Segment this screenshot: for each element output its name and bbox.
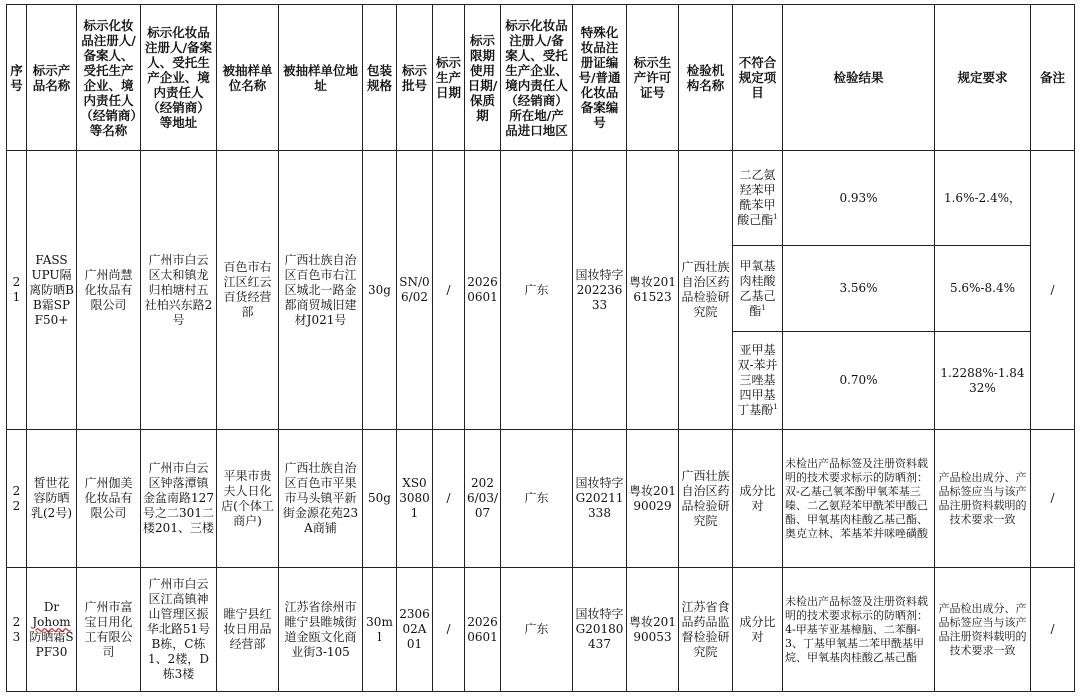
cell-spec: 30g	[363, 151, 397, 430]
cell-agency: 广西壮族自治区药品检验研究院	[679, 151, 733, 430]
header-sampled-address: 被抽样单位地址	[279, 5, 363, 151]
cell-sampled-address: 广西壮族自治区百色市平果市马头镇平新街金源花苑23A商铺	[279, 430, 363, 568]
product-name-part: Dr	[43, 599, 60, 614]
cell-sampled-unit: 睢宁县红妆日用品经营部	[217, 568, 279, 692]
cell-failed-item: 成分比对	[733, 568, 783, 692]
cell-note: /	[1031, 151, 1075, 430]
header-company-address: 标示化妆品注册人/备案人、受托生产企业、境内责任人（经销商）等地址	[141, 5, 217, 151]
cell-company-address: 广州市白云区太和镇龙归柏塘村五社柏兴东路2号	[141, 151, 217, 430]
cell-company-name: 广州市富宝日用化工有限公司	[77, 568, 141, 692]
cell-requirement: 产品检出成分、产品标签应当与该产品注册资料载明的技术要求一致	[935, 430, 1031, 568]
product-name-part: 防晒霜SPF30	[29, 629, 74, 659]
cell-sampled-unit: 平果市贵夫人日化店(个体工商户)	[217, 430, 279, 568]
table-row	[7, 430, 1075, 568]
cell-batch: 230602A01	[397, 568, 433, 692]
cell-spec: 30ml	[363, 568, 397, 692]
footnote-mark: 1	[773, 403, 778, 411]
cell-requirement: 产品检出成分、产品标签应当与该产品注册资料载明的技术要求一致	[935, 568, 1031, 692]
cell-agency: 江苏省食品药品监督检验研究院	[679, 568, 733, 692]
cell-batch: XS030801	[397, 430, 433, 568]
report-table-wrapper	[6, 4, 1075, 692]
cell-requirement: 5.6%-8.4%	[935, 246, 1031, 332]
failed-item-text: 亚甲基双-苯并三唑基四甲基丁基酚	[737, 343, 778, 417]
cell-result: 未检出产品标签及注册资料载明的技术要求标示的防晒剂：双-乙基己氧苯酚甲氧苯基三嗪、二乙氨羟苯甲酰苯甲酸己酯、甲氧基肉桂酸乙基己酯、奥克立林、苯基苯并咪唑磺酸	[783, 430, 935, 568]
product-name-part-underlined: Johom	[32, 614, 71, 629]
header-spec: 包装规格	[363, 5, 397, 151]
header-sampled-unit: 被抽样单位名称	[217, 5, 279, 151]
cell-reg-no: 国妆特字20223633	[573, 151, 627, 430]
header-no: 序号	[7, 5, 27, 151]
cell-sampled-unit: 百色市右江区红云百货经营部	[217, 151, 279, 430]
table-row	[7, 568, 1075, 692]
header-region: 标示化妆品注册人/备案人、受托生产企业、境内责任人（经销商）所在地/产品进口地区	[501, 5, 573, 151]
header-expiry: 标示限期使用日期/保质期	[465, 5, 501, 151]
cell-expiry: 2026/03/07	[465, 430, 501, 568]
cell-no: 21	[7, 151, 27, 430]
header-row	[7, 5, 1075, 151]
cell-result: 3.56%	[783, 246, 935, 332]
header-note: 备注	[1031, 5, 1075, 151]
cell-company-address: 广州市白云区江高镇神山管理区振华北路51号B栋，C栋1、2楼，D栋3楼	[141, 568, 217, 692]
cell-expiry: 20260601	[465, 568, 501, 692]
cell-sampled-address: 江苏省徐州市睢宁县睢城街道金瓯文化商业街3-105	[279, 568, 363, 692]
header-license: 标示生产许可证号	[627, 5, 679, 151]
cell-failed-item: 成分比对	[733, 430, 783, 568]
cell-expiry: 20260601	[465, 151, 501, 430]
cell-license: 粤妆20190053	[627, 568, 679, 692]
inspection-results-table	[6, 4, 1075, 692]
cell-reg-no: 国妆特字G20211338	[573, 430, 627, 568]
cell-no: 23	[7, 568, 27, 692]
cell-license: 粤妆20161523	[627, 151, 679, 430]
header-agency: 检验机构名称	[679, 5, 733, 151]
cell-result: 未检出产品标签及注册资料载明的技术要求标示的防晒剂：4-甲基苄亚基樟脑、二苯酮-3、丁基甲氧基二苯甲酰基甲烷、甲氧基肉桂酸乙基己酯	[783, 568, 935, 692]
header-result: 检验结果	[783, 5, 935, 151]
header-requirement: 规定要求	[935, 5, 1031, 151]
header-prod-date: 标示生产日期	[433, 5, 465, 151]
cell-company-name: 广州伽美化妆品有限公司	[77, 430, 141, 568]
header-company-name: 标示化妆品注册人/备案人、受托生产企业、境内责任人（经销商）等名称	[77, 5, 141, 151]
cell-company-address: 广州市白云区钟落潭镇金盆南路127号之二301二楼201、三楼	[141, 430, 217, 568]
footnote-mark: 1	[773, 213, 778, 221]
cell-failed-item	[733, 332, 783, 430]
cell-license: 粤妆20190029	[627, 430, 679, 568]
cell-no: 22	[7, 430, 27, 568]
cell-note: /	[1031, 568, 1075, 692]
header-product-name: 标示产品名称	[27, 5, 77, 151]
cell-reg-no: 国妆特字G20180437	[573, 568, 627, 692]
cell-result: 0.93%	[783, 151, 935, 246]
cell-sampled-address: 广西壮族自治区百色市右江区城北一路金都商贸城旧建材J021号	[279, 151, 363, 430]
cell-result: 0.70%	[783, 332, 935, 430]
cell-note: /	[1031, 430, 1075, 568]
cell-requirement: 1.2288%-1.8432%	[935, 332, 1031, 430]
cell-prod-date: /	[433, 151, 465, 430]
cell-region: 广东	[501, 568, 573, 692]
cell-requirement: 1.6%-2.4%，	[935, 151, 1031, 246]
cell-product-name: 皙世花容防晒乳(2号)	[27, 430, 77, 568]
cell-prod-date: /	[433, 430, 465, 568]
table-row	[7, 151, 1075, 246]
cell-prod-date: /	[433, 568, 465, 692]
cell-product-name	[27, 568, 77, 692]
cell-region: 广东	[501, 430, 573, 568]
header-failed-item: 不符合规定项目	[733, 5, 783, 151]
cell-failed-item	[733, 246, 783, 332]
failed-item-text: 二乙氨羟苯甲酰苯甲酸己酯	[737, 168, 776, 227]
header-batch: 标示批号	[397, 5, 433, 151]
failed-item-text: 甲氧基肉桂酸乙基己酯	[739, 258, 776, 318]
cell-batch: SN/06/02	[397, 151, 433, 430]
header-reg-no: 特殊化妆品注册证编号/普通化妆品备案编号	[573, 5, 627, 151]
cell-failed-item	[733, 151, 783, 246]
cell-company-name: 广州尚慧化妆品有限公司	[77, 151, 141, 430]
cell-agency: 广西壮族自治区药品检验研究院	[679, 430, 733, 568]
footnote-mark: 1	[761, 303, 766, 312]
cell-product-name: FASS UPU隔离防晒BB霜SPF50+	[27, 151, 77, 430]
cell-region: 广东	[501, 151, 573, 430]
cell-spec: 50g	[363, 430, 397, 568]
